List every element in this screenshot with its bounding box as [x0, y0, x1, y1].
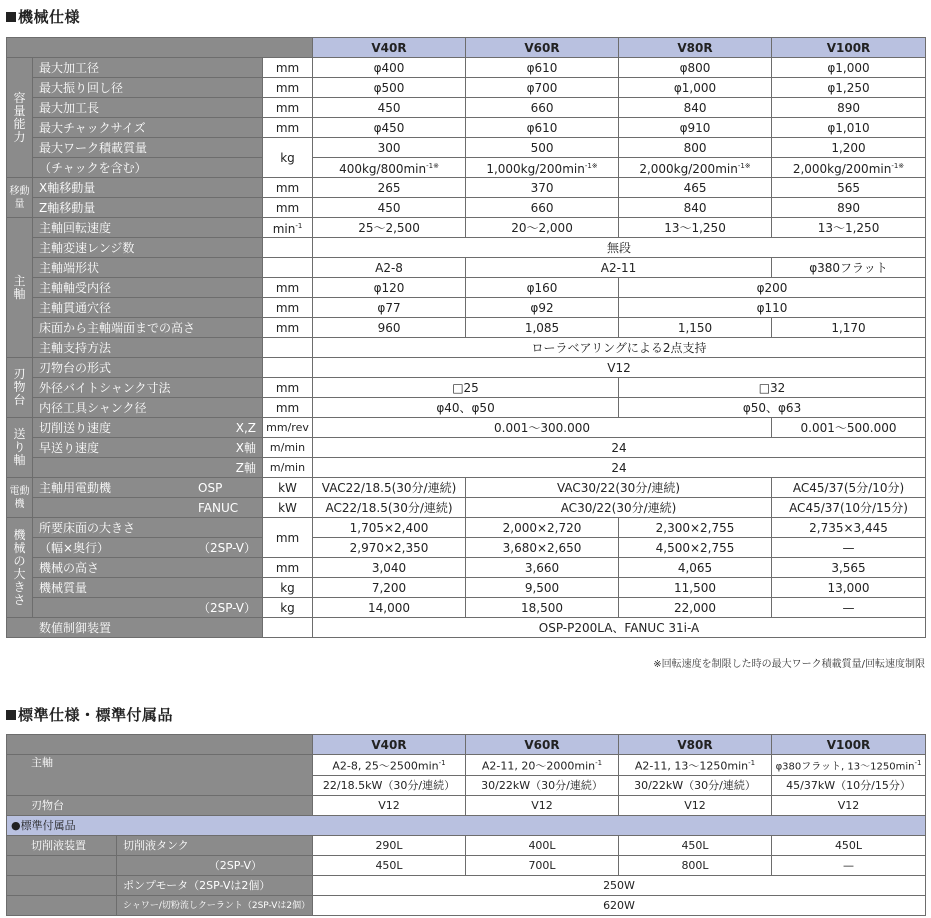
table-cell: （2SP-V） [33, 598, 263, 618]
table-cell: A2-8, $25\sim 2500\min^{-1}$ [313, 755, 466, 776]
category-label: 主軸 [7, 218, 33, 358]
table-cell: φ500 [313, 78, 466, 98]
section-title-spec: 機械仕様 [6, 6, 80, 27]
table-row [7, 398, 926, 418]
table-cell: 最大加工径 [33, 58, 263, 78]
table-cell: φ120 [313, 278, 466, 298]
model-header: V60R [466, 38, 619, 58]
table-cell: φ110 [619, 298, 926, 318]
table-cell: $2,000kg/200\min^{-1※}$ [619, 158, 772, 178]
table-cell: kg [263, 578, 313, 598]
table-row [7, 538, 926, 558]
table-cell: OSP-P200LA、FANUC 31i-A [313, 618, 926, 638]
table-cell: m/min [263, 438, 313, 458]
table-row [7, 896, 926, 916]
table-cell: 250W [313, 876, 926, 896]
table-row [7, 598, 926, 618]
table-row [7, 856, 926, 876]
table-row [7, 458, 926, 478]
table-cell: 主軸支持方法 [33, 338, 263, 358]
table-cell: 0.001～500.000 [772, 418, 926, 438]
table-cell: V100R [772, 735, 926, 755]
table-cell: 500 [466, 138, 619, 158]
table-cell: 18,500 [466, 598, 619, 618]
table-cell: $1,000kg/200\min^{-1※}$ [466, 158, 619, 178]
table-cell: mm/rev [263, 418, 313, 438]
table-cell: 20～2,000 [466, 218, 619, 238]
table-cell: VAC22/18.5(30分/連続) [313, 478, 466, 498]
table-cell: 1,150 [619, 318, 772, 338]
table-cell: 25～2,500 [313, 218, 466, 238]
table-row [7, 258, 926, 278]
table-cell: φ77 [313, 298, 466, 318]
table-cell: 床面から主軸端面までの高さ [33, 318, 263, 338]
table-cell: ローラベアリングによる2点支持 [313, 338, 926, 358]
table-cell: A2-11 [466, 258, 772, 278]
table-cell: φ1,250 [772, 78, 926, 98]
table-cell [263, 258, 313, 278]
table-cell: （2SP-V） [117, 856, 313, 876]
table-cell: 2,970×2,350 [313, 538, 466, 558]
table-cell: AC30/22(30分/連続) [466, 498, 772, 518]
table-cell: 主軸回転速度 [33, 218, 263, 238]
model-header: V80R [619, 38, 772, 58]
table-cell: 最大チャックサイズ [33, 118, 263, 138]
table-cell: 最大ワーク積載質量 [33, 138, 263, 158]
table-cell: φ700 [466, 78, 619, 98]
table-cell: 620W [313, 896, 926, 916]
table-cell: mm [263, 278, 313, 298]
table-cell: 4,500×2,755 [619, 538, 772, 558]
table-cell: A2-11, $13\sim 1250\min^{-1}$ [619, 755, 772, 776]
table-cell: 290L [313, 836, 466, 856]
table-cell: φ380フラット, $13\sim 1250\min^{-1}$ [772, 755, 926, 776]
table-cell: 370 [466, 178, 619, 198]
table-cell: （チャックを含む） [33, 158, 263, 178]
table-cell: VAC30/22(30分/連続) [466, 478, 772, 498]
table-cell: 最大加工長 [33, 98, 263, 118]
table-cell: mm [263, 518, 313, 558]
table-row [7, 118, 926, 138]
table-cell: mm [263, 398, 313, 418]
table-cell: φ910 [619, 118, 772, 138]
spec-table [6, 37, 926, 638]
table-row [7, 796, 926, 816]
table-row [7, 238, 926, 258]
table-cell: kW [263, 478, 313, 498]
table-cell: kg [263, 138, 313, 178]
table-cell: 800 [619, 138, 772, 158]
table-cell: X軸移動量 [33, 178, 263, 198]
table-cell: 内径工具シャンク径 [33, 398, 263, 418]
table-row [7, 816, 926, 836]
table-cell: 数値制御装置 [7, 618, 263, 638]
table-cell: 最大振り回し径 [33, 78, 263, 98]
table-cell: 13～1,250 [619, 218, 772, 238]
table-row [7, 755, 926, 776]
table-cell: mm [263, 78, 313, 98]
table-row [7, 478, 926, 498]
table-cell: 450L [313, 856, 466, 876]
table-cell: 切削送り速度 X,Z [33, 418, 263, 438]
table-row [7, 78, 926, 98]
table-cell: 早送り速度 X軸 [33, 438, 263, 458]
table-cell: A2-8 [313, 258, 466, 278]
model-header-row [7, 38, 926, 58]
table-row [7, 498, 926, 518]
table-cell: 外径バイトシャンク寸法 [33, 378, 263, 398]
table-cell: 840 [619, 198, 772, 218]
table-cell: 3,040 [313, 558, 466, 578]
model-header-row [7, 735, 926, 755]
category-label: 刃物台 [7, 358, 33, 418]
category-label: 移動量 [7, 178, 33, 218]
table-cell [7, 896, 117, 916]
table-cell [263, 618, 313, 638]
table-cell: 565 [772, 178, 926, 198]
table-cell: 4,065 [619, 558, 772, 578]
table-cell: 7,200 [313, 578, 466, 598]
table-cell: 22,000 [619, 598, 772, 618]
table-cell: φ610 [466, 58, 619, 78]
table-cell: 400L [466, 836, 619, 856]
standard-table [6, 734, 926, 916]
table-cell: 1,170 [772, 318, 926, 338]
table-cell: ポンプモータ（2SP-Vは2個） [117, 876, 313, 896]
table-cell: 刃物台 [7, 796, 313, 816]
table-row [7, 578, 926, 598]
table-cell: Z軸移動量 [33, 198, 263, 218]
table-cell: 30/22kW（30分/連続） [466, 776, 619, 796]
table-cell: 9,500 [466, 578, 619, 598]
table-cell: 450 [313, 198, 466, 218]
table-cell: A2-11, $20\sim 2000\min^{-1}$ [466, 755, 619, 776]
table-cell: （幅×奥行） （2SP-V） [33, 538, 263, 558]
table-row [7, 318, 926, 338]
model-header: V100R [772, 38, 926, 58]
table-cell: φ40、φ50 [313, 398, 619, 418]
table-cell: kg [263, 598, 313, 618]
table-row [7, 876, 926, 896]
table-cell: 700L [466, 856, 619, 876]
table-cell: V12 [313, 796, 466, 816]
table-cell: 890 [772, 98, 926, 118]
table-cell [7, 856, 117, 876]
table-row [7, 298, 926, 318]
table-cell: 主軸 [7, 755, 313, 796]
table-cell: mm [263, 318, 313, 338]
table-cell: 切削液タンク [117, 836, 313, 856]
table-cell: V60R [466, 735, 619, 755]
table-cell: 主軸変速レンジ数 [33, 238, 263, 258]
model-header: V40R [313, 38, 466, 58]
table-cell: 1,200 [772, 138, 926, 158]
table-cell: 1,705×2,400 [313, 518, 466, 538]
category-label: 送り軸 [7, 418, 33, 478]
table-cell: 3,565 [772, 558, 926, 578]
table-row [7, 558, 926, 578]
table-cell: 22/18.5kW（30分/連続） [313, 776, 466, 796]
table-cell: 主軸貫通穴径 [33, 298, 263, 318]
table-cell: 14,000 [313, 598, 466, 618]
table-row [7, 98, 926, 118]
table-cell: 24 [313, 438, 926, 458]
table-row [7, 338, 926, 358]
table-cell: φ380フラット [772, 258, 926, 278]
table-cell: mm [263, 378, 313, 398]
table-cell [263, 338, 313, 358]
table-cell: 660 [466, 198, 619, 218]
table-cell: 890 [772, 198, 926, 218]
table-cell: 所要床面の大きさ [33, 518, 263, 538]
table-cell: 660 [466, 98, 619, 118]
table-cell [263, 358, 313, 378]
table-cell: — [772, 598, 926, 618]
table-cell: 13,000 [772, 578, 926, 598]
table-cell: $400kg/800\min^{-1※}$ [313, 158, 466, 178]
table-cell: 800L [619, 856, 772, 876]
table-cell: 3,660 [466, 558, 619, 578]
category-label: 容量能力 [7, 58, 33, 178]
table-cell: mm [263, 198, 313, 218]
table-cell: 840 [619, 98, 772, 118]
table-cell: φ1,000 [772, 58, 926, 78]
table-cell: 2,735×3,445 [772, 518, 926, 538]
table-cell: 刃物台の形式 [33, 358, 263, 378]
table-cell: mm [263, 178, 313, 198]
table-cell: FANUC [33, 498, 263, 518]
table-cell: Z軸 [33, 458, 263, 478]
table-cell: 機械の高さ [33, 558, 263, 578]
table-cell: 2,000×2,720 [466, 518, 619, 538]
table-cell: 24 [313, 458, 926, 478]
table-cell: V12 [313, 358, 926, 378]
category-label: 機械の大きさ [7, 518, 33, 618]
table-cell: 主軸端形状 [33, 258, 263, 278]
table-cell: 450 [313, 98, 466, 118]
table-cell [263, 238, 313, 258]
table-cell: kW [263, 498, 313, 518]
table-row [7, 278, 926, 298]
table-cell: V40R [313, 735, 466, 755]
table-cell: φ1,010 [772, 118, 926, 138]
table-cell [7, 38, 313, 58]
table-cell: 13～1,250 [772, 218, 926, 238]
table-cell: mm [263, 58, 313, 78]
table-cell: □25 [313, 378, 619, 398]
table-cell: φ610 [466, 118, 619, 138]
table-cell: φ1,000 [619, 78, 772, 98]
table-cell: m/min [263, 458, 313, 478]
table-cell: — [772, 856, 926, 876]
table-cell: 主軸用電動機 OSP [33, 478, 263, 498]
footnote: ※回転速度を制限した時の最大ワーク積載質量/回転速度制限 [653, 659, 925, 670]
table-cell: V12 [619, 796, 772, 816]
table-cell: $2,000kg/200\min^{-1※}$ [772, 158, 926, 178]
table-cell: 機械質量 [33, 578, 263, 598]
table-cell: 無段 [313, 238, 926, 258]
table-cell: AC45/37(10分/15分) [772, 498, 926, 518]
table-cell: 0.001～300.000 [313, 418, 772, 438]
section-title-standard: 標準仕様・標準付属品 [6, 704, 173, 725]
table-cell: φ92 [466, 298, 619, 318]
table-cell [7, 735, 313, 755]
table-cell: 300 [313, 138, 466, 158]
table-cell: ●標準付属品 [7, 816, 926, 836]
table-row [7, 198, 926, 218]
table-cell: AC22/18.5(30分/連続) [313, 498, 466, 518]
table-row [7, 438, 926, 458]
table-cell: φ800 [619, 58, 772, 78]
table-cell: — [772, 538, 926, 558]
table-cell: 切削液装置 [7, 836, 117, 856]
table-cell: 265 [313, 178, 466, 198]
table-row [7, 418, 926, 438]
table-cell: $\min^{-1}$ [263, 218, 313, 238]
table-cell: φ200 [619, 278, 926, 298]
table-row [7, 358, 926, 378]
table-cell: 11,500 [619, 578, 772, 598]
table-cell: 450L [619, 836, 772, 856]
table-row [7, 158, 926, 178]
table-cell: φ400 [313, 58, 466, 78]
table-row [7, 178, 926, 198]
table-cell [7, 876, 117, 896]
table-row [7, 518, 926, 538]
table-row [7, 378, 926, 398]
table-cell: φ50、φ63 [619, 398, 926, 418]
table-cell: 30/22kW（30分/連続） [619, 776, 772, 796]
table-cell: 465 [619, 178, 772, 198]
table-cell: V12 [772, 796, 926, 816]
table-cell: 2,300×2,755 [619, 518, 772, 538]
table-cell: 1,085 [466, 318, 619, 338]
table-cell: 450L [772, 836, 926, 856]
table-row [7, 618, 926, 638]
table-cell: mm [263, 118, 313, 138]
table-cell: 3,680×2,650 [466, 538, 619, 558]
table-cell: AC45/37(5分/10分) [772, 478, 926, 498]
table-row [7, 138, 926, 158]
category-label: 電動機 [7, 478, 33, 518]
table-cell: φ450 [313, 118, 466, 138]
table-cell: 主軸軸受内径 [33, 278, 263, 298]
table-row [7, 836, 926, 856]
table-cell: V12 [466, 796, 619, 816]
table-cell: □32 [619, 378, 926, 398]
table-cell: 960 [313, 318, 466, 338]
table-cell: mm [263, 98, 313, 118]
table-cell: mm [263, 558, 313, 578]
table-row [7, 218, 926, 238]
table-cell: 45/37kW（10分/15分） [772, 776, 926, 796]
table-cell: V80R [619, 735, 772, 755]
table-cell: φ160 [466, 278, 619, 298]
table-cell: mm [263, 298, 313, 318]
table-row [7, 58, 926, 78]
table-cell: シャワー/切粉流しクーラント（2SP-Vは2個） [117, 896, 313, 916]
